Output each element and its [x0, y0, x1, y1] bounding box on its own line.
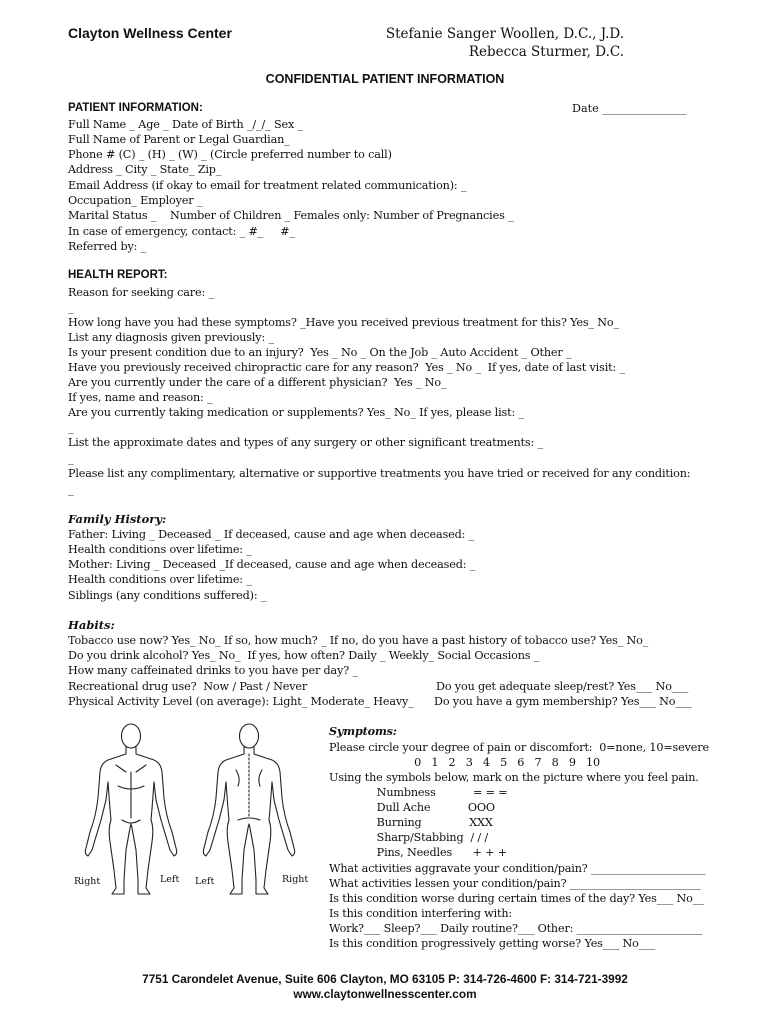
- alt-treatment-line: Please list any complimentary, alternative or supportive treatments you have tried or received for any condition:: [68, 467, 691, 480]
- doctor-names: [380, 25, 624, 61]
- symbol-burning: Burning XXX: [329, 816, 493, 829]
- back-right-label: Right: [282, 874, 309, 885]
- chiro-care-line[interactable]: Have you previously received chiropractic care for any reason? Yes _ No _ If yes, date of last visit: _: [68, 361, 625, 374]
- family-history-heading: Family History:: [68, 512, 167, 526]
- physician-reason-line[interactable]: If yes, name and reason: _: [68, 391, 213, 404]
- pain-scale-numbers[interactable]: 0 1 2 3 4 5 6 7 8 9 10: [329, 756, 600, 769]
- drug-use-line[interactable]: Recreational drug use? Now / Past / Never: [68, 680, 308, 693]
- habits-heading: Habits:: [68, 618, 115, 632]
- body-diagram[interactable]: [68, 720, 318, 896]
- front-figure: [85, 724, 176, 894]
- caffeine-line[interactable]: How many caffeinated drinks to you have per day? _: [68, 664, 358, 677]
- father-line[interactable]: Father: Living _ Deceased _ If deceased, cause and age when deceased: _: [68, 528, 475, 541]
- occupation-line[interactable]: Occupation_ Employer _: [68, 194, 203, 207]
- alcohol-line[interactable]: Do you drink alcohol? Yes_ No_ If yes, how often? Daily _ Weekly_ Social Occasions _: [68, 649, 540, 662]
- footer-website[interactable]: www.claytonwellnesscenter.com: [293, 987, 477, 1001]
- patient-info-heading: PATIENT INFORMATION:: [68, 102, 203, 114]
- sleep-line[interactable]: Do you get adequate sleep/rest? Yes___ No___: [436, 680, 689, 693]
- marital-line[interactable]: Marital Status _ Number of Children _ Females only: Number of Pregnancies _: [68, 209, 514, 222]
- mother-line[interactable]: Mother: Living _ Deceased _If deceased, cause and age when deceased: _: [68, 558, 476, 571]
- body-outline-figure: [68, 720, 318, 896]
- interfering-line: Is this condition interfering with:: [329, 907, 513, 920]
- gym-line[interactable]: Do you have a gym membership? Yes___ No___: [434, 695, 692, 708]
- symptoms-heading: Symptoms:: [329, 724, 397, 738]
- email-line[interactable]: Email Address (if okay to email for treatment related communication): _: [68, 179, 467, 192]
- progressive-line[interactable]: Is this condition progressively getting worse? Yes___ No___: [329, 937, 656, 950]
- front-right-label: Right: [74, 876, 101, 887]
- pain-scale-instruction: Please circle your degree of pain or discomfort: 0=none, 10=severe: [329, 741, 709, 754]
- surgery-line[interactable]: List the approximate dates and types of any surgery or other significant treatments: _: [68, 436, 543, 449]
- aggravate-line[interactable]: What activities aggravate your condition/pain? _____________________: [329, 862, 706, 875]
- address-line[interactable]: Address _ City _ State_ Zip_: [68, 163, 222, 176]
- clinic-name: Clayton Wellness Center: [68, 25, 232, 41]
- referred-by-line[interactable]: Referred by: _: [68, 240, 147, 253]
- diagnosis-line[interactable]: List any diagnosis given previously: _: [68, 331, 274, 344]
- reason-line[interactable]: Reason for seeking care: _: [68, 286, 214, 299]
- symbol-numbness: Numbness = = =: [329, 786, 508, 799]
- guardian-line[interactable]: Full Name of Parent or Legal Guardian_: [68, 133, 290, 146]
- siblings-line[interactable]: Siblings (any conditions suffered): _: [68, 589, 267, 602]
- activity-line[interactable]: Physical Activity Level (on average): Light_ Moderate_ Heavy_: [68, 695, 414, 708]
- back-left-label: Left: [195, 876, 215, 887]
- reason-line-2[interactable]: _: [68, 301, 74, 314]
- physician-line[interactable]: Are you currently under the care of a different physician? Yes _ No_: [68, 376, 447, 389]
- footer-address: 7751 Carondelet Avenue, Suite 606 Clayton, MO 63105 P: 314-726-4600 F: 314-721-3992: [142, 972, 628, 986]
- health-report-heading: HEALTH REPORT:: [68, 269, 168, 281]
- symbol-pins: Pins, Needles + + +: [329, 846, 507, 859]
- interfering-options-line[interactable]: Work?___ Sleep?___ Daily routine?___ Other: _______________________: [329, 922, 702, 935]
- emergency-contact-line[interactable]: In case of emergency, contact: _ #_ #_: [68, 225, 295, 238]
- symbol-dull-ache: Dull Ache OOO: [329, 801, 495, 814]
- surgery-line-2[interactable]: _: [68, 452, 74, 465]
- phone-line[interactable]: Phone # (C) _ (H) _ (W) _ (Circle preferred number to call): [68, 148, 392, 161]
- time-of-day-line[interactable]: Is this condition worse during certain times of the day? Yes___ No__: [329, 892, 704, 905]
- medication-line-2[interactable]: _: [68, 421, 74, 434]
- medication-line[interactable]: Are you currently taking medication or supplements? Yes_ No_ If yes, please list: _: [68, 406, 524, 419]
- full-name-line[interactable]: Full Name _ Age _ Date of Birth _/_/_ Sex _: [68, 118, 303, 131]
- lessen-line[interactable]: What activities lessen your condition/pain? ________________________: [329, 877, 701, 890]
- back-figure: [203, 724, 294, 894]
- doctor-name-1: Stefanie Sanger Woollen, D.C., J.D.: [385, 26, 624, 42]
- symbol-sharp: Sharp/Stabbing / / /: [329, 831, 488, 844]
- father-health-line[interactable]: Health conditions over lifetime: _: [68, 543, 252, 556]
- date-field[interactable]: Date _______________: [572, 102, 687, 115]
- tobacco-line[interactable]: Tobacco use now? Yes_ No_ If so, how much? _ If no, do you have a past history of tobacco use? Yes_ No_: [68, 634, 649, 647]
- symbols-instruction: Using the symbols below, mark on the picture where you feel pain.: [329, 771, 699, 784]
- mother-health-line[interactable]: Health conditions over lifetime: _: [68, 573, 252, 586]
- injury-line[interactable]: Is your present condition due to an injury? Yes _ No _ On the Job _ Auto Accident _ Other _: [68, 346, 572, 359]
- form-title: CONFIDENTIAL PATIENT INFORMATION: [265, 72, 505, 86]
- front-left-label: Left: [160, 874, 180, 885]
- symptom-duration-line[interactable]: How long have you had these symptoms? _Have you received previous treatment for this? Yes_ No_: [68, 316, 619, 329]
- doctor-name-2: Rebecca Sturmer, D.C.: [468, 44, 624, 60]
- alt-treatment-line-2[interactable]: _: [68, 483, 74, 496]
